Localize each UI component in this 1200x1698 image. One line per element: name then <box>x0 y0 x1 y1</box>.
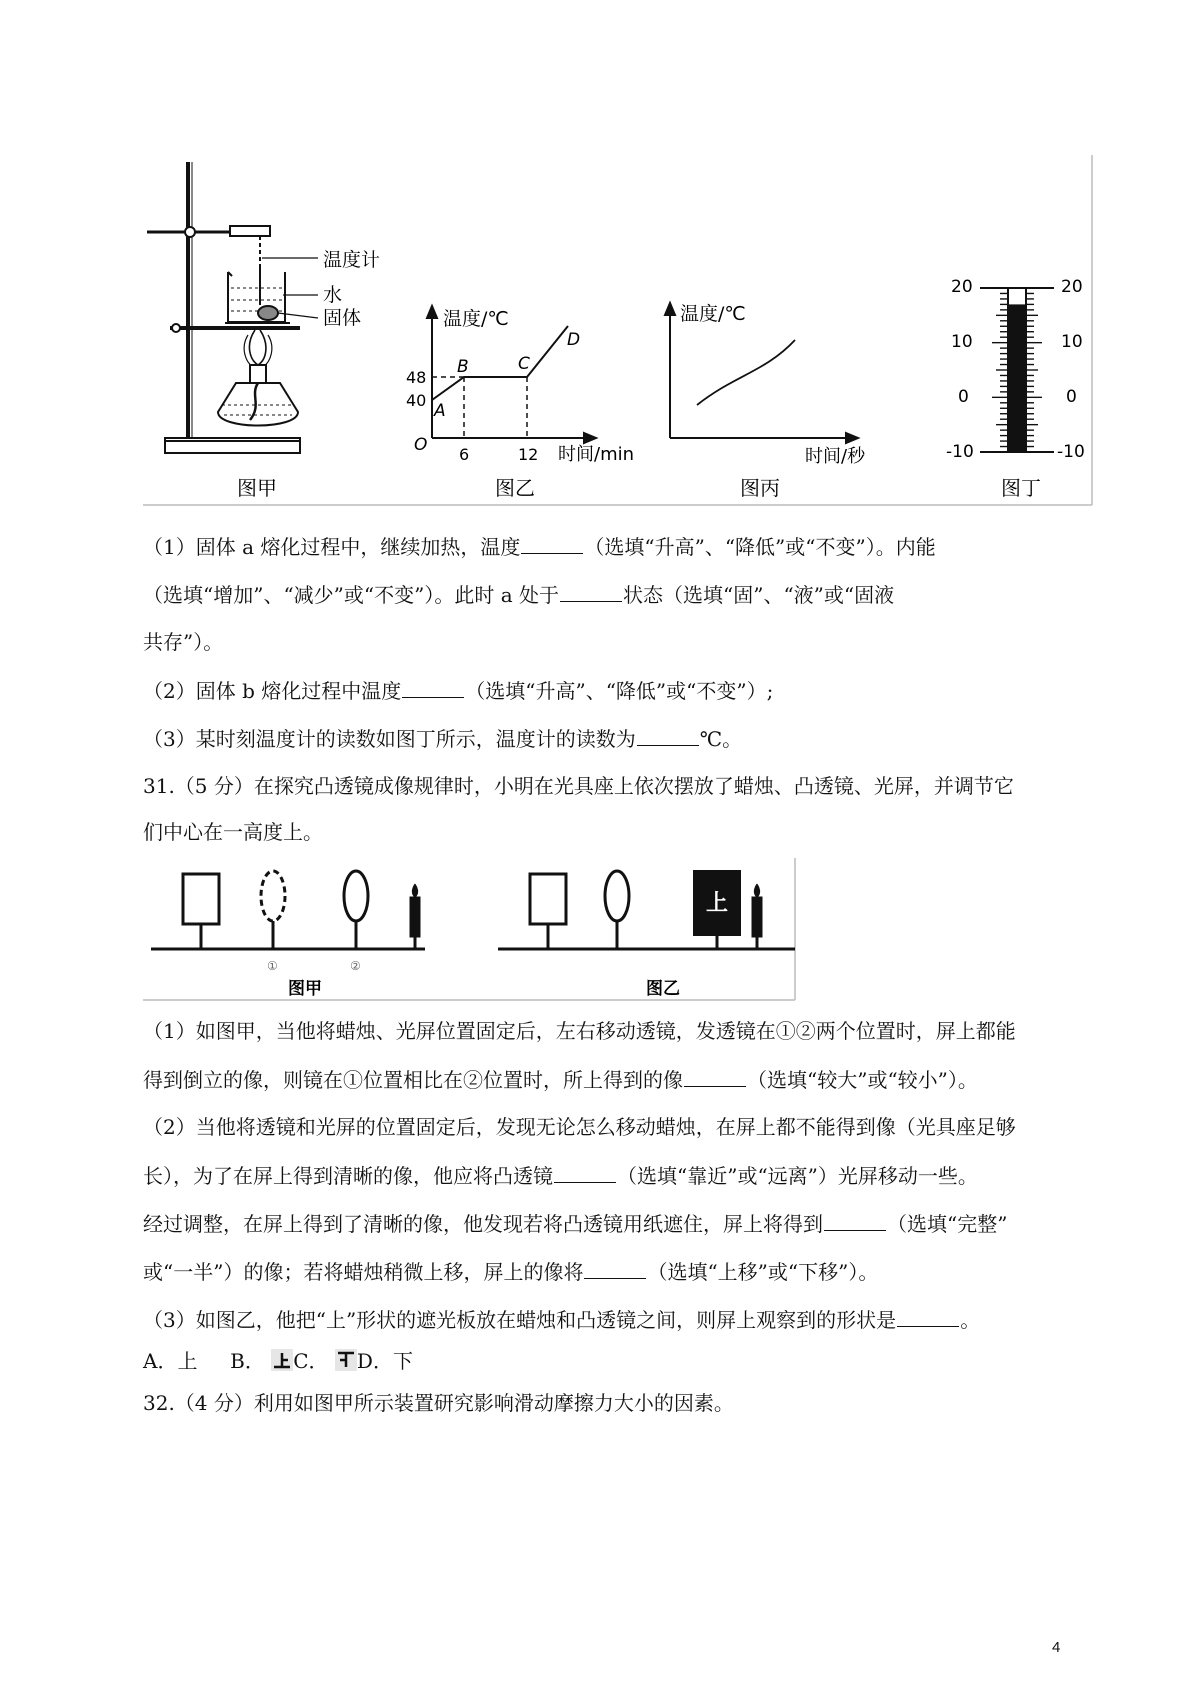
q31-part2-line3: 经过调整，在屏上得到了清晰的像，他发现若将凸透镜用纸遮住，屏上将得到 （选填“完整” <box>143 1212 1008 1236</box>
label-solid: 固体 <box>323 307 362 329</box>
caption-fig-bing: 图丙 <box>740 476 780 500</box>
position-2-mark: ② <box>350 959 361 973</box>
caption-fig-jia: 图甲 <box>237 476 277 500</box>
graph-c-xlabel: 时间/秒 <box>805 446 866 467</box>
option-c[interactable]: C． <box>293 1349 329 1373</box>
q30-part2: （2）固体 b 熔化过程中温度 （选填“升高”、“降低”或“不变”）; <box>143 679 774 703</box>
caption-fig-yi: 图乙 <box>495 476 535 500</box>
thermometer-left-tick-20: 20 <box>951 277 973 297</box>
graph-b-xlabel: 时间/min <box>558 444 635 465</box>
label-thermometer: 温度计 <box>323 249 381 271</box>
thermometer-right-tick-20: 20 <box>1061 277 1083 297</box>
answer-blank[interactable] <box>554 1162 616 1183</box>
answer-blank[interactable] <box>897 1306 959 1327</box>
thermometer-left-tick-0: 0 <box>958 387 969 407</box>
answer-blank[interactable] <box>824 1210 886 1231</box>
thermometer-left-tick-10: 10 <box>951 332 973 352</box>
point-a-label: A <box>434 401 446 421</box>
q30-part1-line1: （1）固体 a 熔化过程中，继续加热，温度 （选填“升高”、“降低”或“不变”）。内能 <box>143 535 936 559</box>
option-c-shape-icon <box>335 1349 357 1371</box>
thermometer-right-tick-neg10: -10 <box>1057 442 1085 462</box>
option-b-shape-icon <box>271 1349 293 1371</box>
graph-b-ylabel: 温度/℃ <box>443 308 509 330</box>
q31-heading-line1: 31.（5 分）在探究凸透镜成像规律时，小明在光具座上依次摆放了蜡烛、凸透镜、光屏，并调节它 <box>143 774 1014 798</box>
answer-blank[interactable] <box>684 1066 746 1087</box>
optical-bench-figure <box>143 858 803 1008</box>
option-a[interactable]: A．上 <box>143 1349 198 1373</box>
q30-part1-line3: 共存”）。 <box>143 630 224 654</box>
point-c-label: C <box>518 354 530 374</box>
thermometer-left-tick-neg10: -10 <box>946 442 974 462</box>
graph-b-origin: O <box>414 435 428 455</box>
label-water: 水 <box>323 284 343 306</box>
thermometer-right-tick-10: 10 <box>1061 332 1083 352</box>
q32-heading: 32.（4 分）利用如图甲所示装置研究影响滑动摩擦力大小的因素。 <box>143 1391 734 1415</box>
graph-c-ylabel: 温度/℃ <box>680 303 746 325</box>
point-d-label: D <box>567 330 581 350</box>
thermometer-right-tick-0: 0 <box>1066 387 1077 407</box>
page-number: 4 <box>1052 1639 1061 1656</box>
q31-part1-line2: 得到倒立的像，则镜在①位置相比在②位置时，所上得到的像 （选填“较大”或“较小”）。 <box>143 1068 978 1092</box>
shading-board-text: 上 <box>706 891 729 916</box>
point-b-label: B <box>457 357 469 377</box>
q30-part3: （3）某时刻温度计的读数如图丁所示，温度计的读数为 ℃。 <box>143 727 743 751</box>
q30-part1-line2: （选填“增加”、“减少”或“不变”）。此时 a 处于 状态（选填“固”、“液”或“固液 <box>143 583 895 607</box>
q31-part2-line2: 长），为了在屏上得到清晰的像，他应将凸透镜 （选填“靠近”或“远离”）光屏移动一些。 <box>143 1164 978 1188</box>
q31-part2-line4: 或“一半”）的像；若将蜡烛稍微上移，屏上的像将 （选填“上移”或“下移”）。 <box>143 1260 879 1284</box>
graph-b-xtick-12: 12 <box>518 445 539 464</box>
graph-b-ytick-48: 48 <box>406 368 427 387</box>
q31-heading-line2: 们中心在一高度上。 <box>143 820 323 844</box>
caption-fig-jia-2: 图甲 <box>288 979 322 999</box>
option-d[interactable]: D．下 <box>356 1349 413 1373</box>
position-1-mark: ① <box>267 959 278 973</box>
q31-part1-line1: （1）如图甲，当他将蜡烛、光屏位置固定后，左右移动透镜，发透镜在①②两个位置时，屏上都能 <box>143 1019 1016 1043</box>
graph-b-xtick-6: 6 <box>459 445 470 464</box>
graph-b-ytick-40: 40 <box>406 391 427 410</box>
answer-blank[interactable] <box>584 1258 646 1279</box>
q31-options <box>143 1348 413 1374</box>
caption-fig-ding: 图丁 <box>1001 476 1041 500</box>
caption-fig-yi-2: 图乙 <box>646 979 680 999</box>
option-b[interactable]: B． <box>230 1349 265 1373</box>
q31-part2-line1: （2）当他将透镜和光屏的位置固定后，发现无论怎么移动蜡烛，在屏上都不能得到像（光具座足够 <box>143 1115 1016 1139</box>
question-31 <box>143 0 1103 1440</box>
q31-part3: （3）如图乙，他把“上”形状的遮光板放在蜡烛和凸透镜之间，则屏上观察到的形状是 。 <box>143 1308 981 1332</box>
